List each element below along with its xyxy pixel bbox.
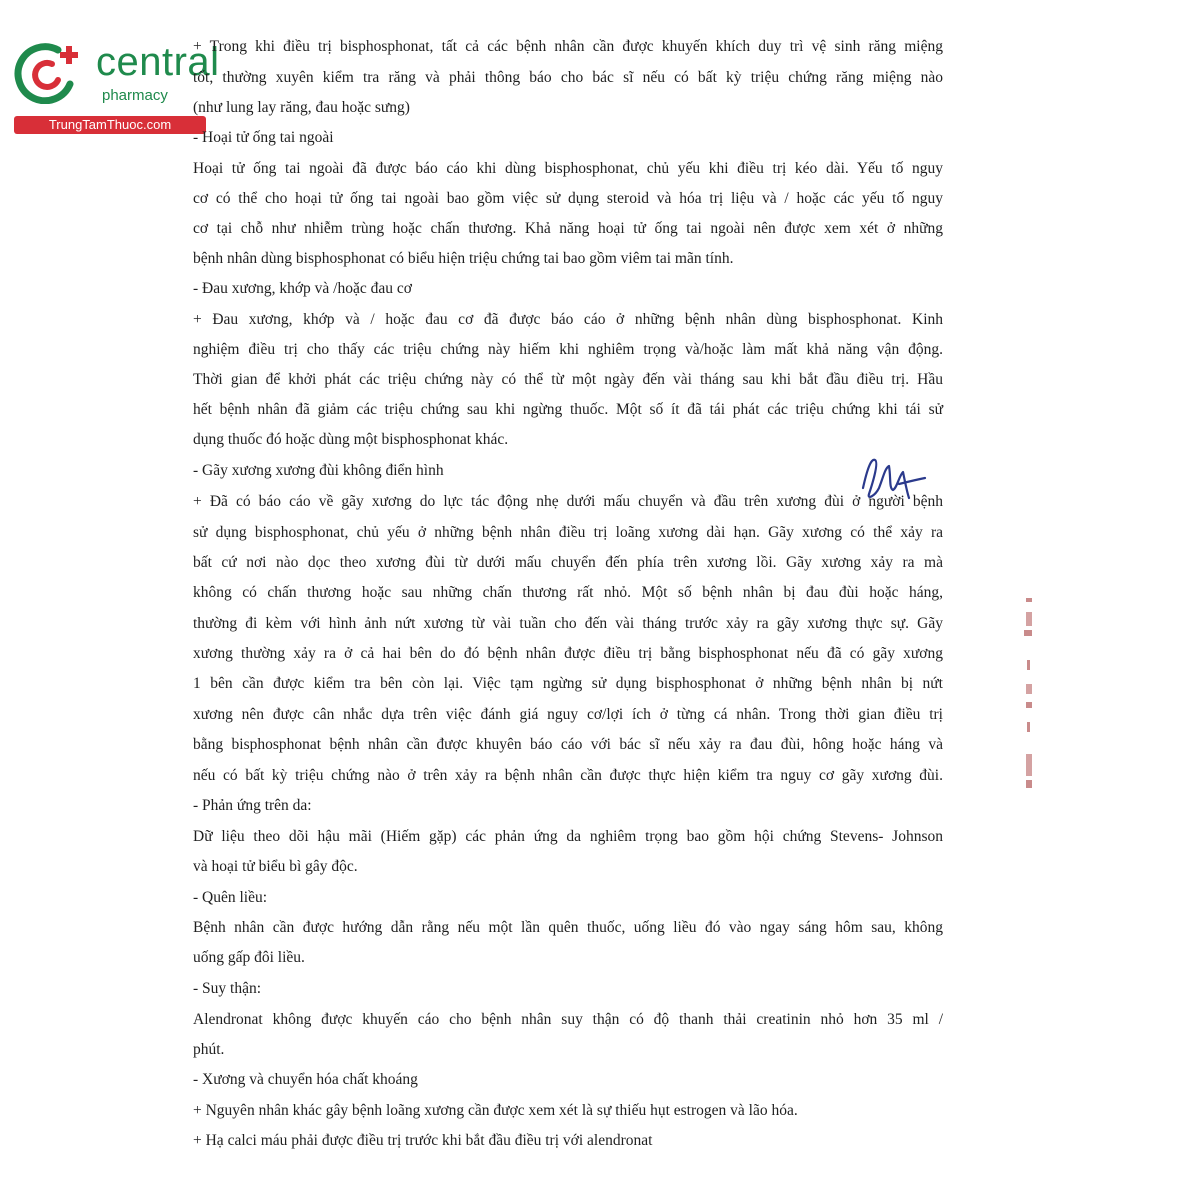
text-line: cơ tại chỗ như nhiễm trùng hoặc chấn thương. Khả năng hoại tử ống tai ngoài nên được xem xét ở những	[193, 220, 943, 237]
text-line: bệnh nhân dùng bisphosphonat có biểu hiện triệu chứng tai bao gồm viêm tai mãn tính.	[193, 250, 734, 267]
text-line: bất cứ nơi nào dọc theo xương đùi từ dưới mấu chuyển đến phía trên xương lồi. Gãy xương xảy ra mà	[193, 554, 943, 571]
section-heading: - Xương và chuyển hóa chất khoáng	[193, 1071, 418, 1088]
text-line: dụng thuốc đó hoặc dùng một bisphosphonat khác.	[193, 431, 509, 448]
section-heading: - Đau xương, khớp và /hoặc đau cơ	[193, 280, 412, 297]
logo-name: central	[96, 40, 220, 84]
text-line: Thời gian để khởi phát các triệu chứng này có thể từ một ngày đến vài tháng sau khi bắt đầu điều trị. Hầu	[193, 371, 943, 388]
text-line: và hoại tử biểu bì gây độc.	[193, 858, 358, 875]
text-line: thường đi kèm với hình ảnh nứt xương từ vài tuần cho đến vài tháng trước xảy ra gãy xương thực sự. Gãy	[193, 615, 943, 632]
section-heading: - Phản ứng trên da:	[193, 797, 312, 814]
text-line: hết bệnh nhân đã giảm các triệu chứng sau khi ngừng thuốc. Một số ít đã tái phát các triệu chứng khi tái sử	[193, 401, 943, 418]
text-line: xương nên được cân nhắc dựa trên việc đánh giá nguy cơ/lợi ích ở từng cá nhân. Trong thời gian điều trị	[193, 706, 943, 723]
text-line: 1 bên cần được kiểm tra bên còn lại. Việc tạm ngừng sử dụng bisphosphonat ở những bệnh nhân bị nứt	[193, 675, 943, 692]
text-line: sử dụng bisphosphonat, chủ yếu ở những bệnh nhân điều trị loãng xương dài hạn. Gãy xương có thể xảy ra	[193, 524, 943, 541]
text-line: không có chấn thương hoặc sau những chấn thương rất nhỏ. Một số bệnh nhân bị đau đùi hoặc háng,	[193, 584, 943, 601]
section-heading: - Quên liều:	[193, 889, 268, 906]
text-line: + Đã có báo cáo về gãy xương do lực tác động nhẹ dưới mấu chuyển và đầu trên xương đùi ở người bệnh	[193, 493, 943, 510]
text-line: bằng bisphosphonat bệnh nhân cần được khuyên báo cáo với bác sĩ nếu xảy ra đau đùi, hông hoặc háng và	[193, 736, 943, 753]
pharmacy-logo-icon	[12, 40, 88, 104]
text-line: + Hạ calci máu phải được điều trị trước khi bắt đầu điều trị với alendronat	[193, 1132, 653, 1149]
stamp-fragment-icon	[1018, 598, 1038, 790]
text-line: (như lung lay răng, đau hoặc sưng)	[193, 99, 410, 116]
text-line: phút.	[193, 1041, 225, 1058]
text-line: Alendronat không được khuyến cáo cho bệnh nhân suy thận có độ thanh thải creatinin nhỏ hơn 35 ml /	[193, 1011, 943, 1028]
section-heading: - Hoại tử ống tai ngoài	[193, 129, 334, 146]
text-line: Dữ liệu theo dõi hậu mãi (Hiếm gặp) các phản ứng da nghiêm trọng bao gồm hội chứng Stevens- Johnson	[193, 828, 943, 845]
text-line: nếu có bất kỳ triệu chứng nào ở trên xảy ra bệnh nhân cần được thực hiện kiểm tra nguy cơ gãy xương đùi.	[193, 767, 943, 784]
text-line: Bệnh nhân cần được hướng dẫn rằng nếu một lần quên thuốc, uống liều đó vào ngay sáng hôm sau, không	[193, 919, 943, 936]
text-line: tốt, thường xuyên kiểm tra răng và phải thông báo cho bác sĩ nếu có bất kỳ triệu chứng răng miệng nào	[193, 69, 943, 86]
text-line: cơ có thể cho hoại tử ống tai ngoài bao gồm việc sử dụng steroid và hóa trị liệu và / hoặc các yếu tố nguy	[193, 190, 943, 207]
text-line: uống gấp đôi liều.	[193, 949, 305, 966]
text-line: xương thường xảy ra ở cả hai bên do đó bệnh nhân được điều trị bằng bisphosphonat nếu đã có gãy xương	[193, 645, 943, 662]
text-line: Hoại tử ống tai ngoài đã được báo cáo khi dùng bisphosphonat, chủ yếu khi điều trị kéo dài. Yếu tố nguy	[193, 160, 943, 177]
text-line: + Đau xương, khớp và / hoặc đau cơ đã được báo cáo ở những bệnh nhân dùng bisphosphonat. Kinh	[193, 311, 943, 328]
text-line: nghiệm điều trị cho thấy các triệu chứng này hiếm khi nghiêm trọng và/hoặc làm mất khả năng vận động.	[193, 341, 943, 358]
handwritten-signature-icon	[855, 448, 935, 508]
section-heading: - Suy thận:	[193, 980, 262, 997]
brand-logo	[10, 36, 220, 136]
logo-subtitle: pharmacy	[102, 87, 168, 104]
text-line: + Nguyên nhân khác gây bệnh loãng xương cần được xem xét là sự thiếu hụt estrogen và lão hóa.	[193, 1102, 798, 1119]
logo-website-banner: TrungTamThuoc.com	[14, 116, 206, 134]
section-heading: - Gãy xương xương đùi không điển hình	[193, 462, 444, 479]
text-line: + Trong khi điều trị bisphosphonat, tất cả các bệnh nhân cần được khuyến khích duy trì vệ sinh răng miệng	[193, 38, 943, 55]
